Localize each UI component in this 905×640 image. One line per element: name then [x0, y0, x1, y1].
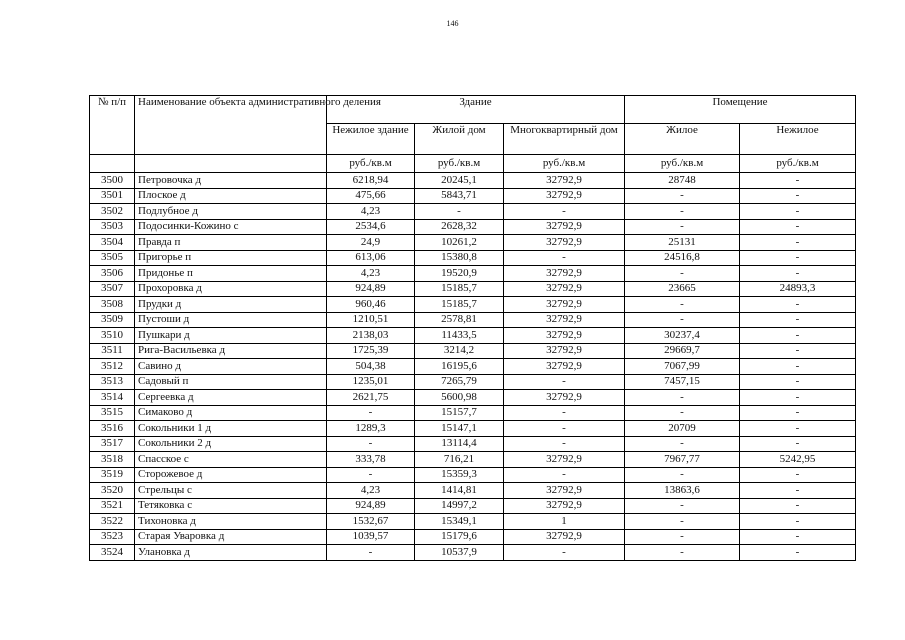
row-res-premises-price: 25131	[625, 235, 740, 251]
row-res-house-price: 5600,98	[415, 390, 504, 406]
row-res-premises-price: -	[625, 204, 740, 220]
price-table	[89, 95, 856, 561]
row-apartment-price: 32792,9	[504, 297, 625, 313]
row-nonres-building-price: 4,23	[327, 204, 415, 220]
table-row	[90, 343, 856, 359]
row-res-premises-price: -	[625, 545, 740, 561]
table-row	[90, 467, 856, 483]
row-nonres-building-price: 4,23	[327, 266, 415, 282]
row-nonres-premises-price: -	[740, 359, 856, 375]
row-name: Правда п	[135, 235, 327, 251]
row-name: Пустоши д	[135, 312, 327, 328]
row-number: 3524	[90, 545, 135, 561]
row-nonres-building-price: 1532,67	[327, 514, 415, 530]
row-nonres-premises-price: -	[740, 467, 856, 483]
header-apartment-house: Многоквартирный дом	[504, 124, 625, 155]
row-number: 3508	[90, 297, 135, 313]
table-row	[90, 173, 856, 189]
row-name: Симаково д	[135, 405, 327, 421]
row-number: 3502	[90, 204, 135, 220]
table-row	[90, 297, 856, 313]
row-res-premises-price: -	[625, 219, 740, 235]
row-res-house-price: 7265,79	[415, 374, 504, 390]
row-name: Рига-Васильевка д	[135, 343, 327, 359]
row-apartment-price: 1	[504, 514, 625, 530]
row-name: Стрельцы с	[135, 483, 327, 499]
table-row	[90, 390, 856, 406]
row-nonres-premises-price: -	[740, 328, 856, 344]
row-apartment-price: -	[504, 250, 625, 266]
row-res-house-price: 10537,9	[415, 545, 504, 561]
unit-label: руб./кв.м	[415, 155, 504, 173]
row-res-premises-price: -	[625, 390, 740, 406]
row-apartment-price: 32792,9	[504, 328, 625, 344]
row-res-house-price: 13114,4	[415, 436, 504, 452]
row-res-house-price: 15185,7	[415, 281, 504, 297]
row-number: 3518	[90, 452, 135, 468]
row-nonres-building-price: 333,78	[327, 452, 415, 468]
row-name: Прохоровка д	[135, 281, 327, 297]
row-apartment-price: -	[504, 405, 625, 421]
row-res-premises-price: -	[625, 498, 740, 514]
table-row	[90, 529, 856, 545]
table-row	[90, 219, 856, 235]
header-nonres-building: Нежилое здание	[327, 124, 415, 155]
row-nonres-building-price: 4,23	[327, 483, 415, 499]
table-row	[90, 188, 856, 204]
row-number: 3506	[90, 266, 135, 282]
row-nonres-premises-price: -	[740, 483, 856, 499]
row-number: 3516	[90, 421, 135, 437]
row-nonres-building-price: 504,38	[327, 359, 415, 375]
row-apartment-price: 32792,9	[504, 312, 625, 328]
row-res-house-price: 10261,2	[415, 235, 504, 251]
row-nonres-premises-price: -	[740, 235, 856, 251]
row-res-premises-price: -	[625, 188, 740, 204]
row-name: Подлубное д	[135, 204, 327, 220]
row-number: 3522	[90, 514, 135, 530]
table-body	[90, 173, 856, 561]
row-res-premises-price: 23665	[625, 281, 740, 297]
table-row	[90, 281, 856, 297]
row-res-house-price: 20245,1	[415, 173, 504, 189]
row-nonres-building-price: 1039,57	[327, 529, 415, 545]
row-number: 3515	[90, 405, 135, 421]
row-number: 3511	[90, 343, 135, 359]
row-number: 3504	[90, 235, 135, 251]
row-res-premises-price: -	[625, 436, 740, 452]
row-apartment-price: -	[504, 374, 625, 390]
row-nonres-premises-price: -	[740, 250, 856, 266]
row-apartment-price: 32792,9	[504, 235, 625, 251]
row-name: Петровочка д	[135, 173, 327, 189]
row-nonres-premises-price: -	[740, 312, 856, 328]
row-number: 3500	[90, 173, 135, 189]
header-group-premises: Помещение	[625, 96, 856, 124]
unit-label: руб./кв.м	[625, 155, 740, 173]
row-number: 3510	[90, 328, 135, 344]
row-res-house-price: 1414,81	[415, 483, 504, 499]
row-nonres-premises-price: -	[740, 266, 856, 282]
unit-label: руб./кв.м	[504, 155, 625, 173]
table-header	[90, 96, 856, 173]
row-res-premises-price: -	[625, 312, 740, 328]
row-number: 3512	[90, 359, 135, 375]
row-name: Тетяковка с	[135, 498, 327, 514]
row-res-house-price: 2628,32	[415, 219, 504, 235]
row-res-premises-price: 29669,7	[625, 343, 740, 359]
row-apartment-price: 32792,9	[504, 219, 625, 235]
row-res-house-price: 15380,8	[415, 250, 504, 266]
row-res-house-price: 15179,6	[415, 529, 504, 545]
row-res-house-price: 716,21	[415, 452, 504, 468]
table-row	[90, 359, 856, 375]
row-nonres-building-price: 1210,51	[327, 312, 415, 328]
row-name: Сокольники 2 д	[135, 436, 327, 452]
row-nonres-premises-price: -	[740, 498, 856, 514]
row-apartment-price: 32792,9	[504, 343, 625, 359]
row-number: 3514	[90, 390, 135, 406]
unit-label: руб./кв.м	[740, 155, 856, 173]
row-res-premises-price: -	[625, 529, 740, 545]
row-nonres-building-price: 2138,03	[327, 328, 415, 344]
row-nonres-premises-price: 24893,3	[740, 281, 856, 297]
row-number: 3507	[90, 281, 135, 297]
row-name: Тихоновка д	[135, 514, 327, 530]
table-row	[90, 545, 856, 561]
row-nonres-building-price: 6218,94	[327, 173, 415, 189]
row-res-premises-price: -	[625, 405, 740, 421]
row-res-house-price: 15157,7	[415, 405, 504, 421]
row-nonres-building-price: -	[327, 545, 415, 561]
row-res-premises-price: -	[625, 467, 740, 483]
row-nonres-premises-price: 5242,95	[740, 452, 856, 468]
row-res-premises-price: 20709	[625, 421, 740, 437]
row-name: Садовый п	[135, 374, 327, 390]
row-name: Пригорье п	[135, 250, 327, 266]
row-nonres-building-price: 24,9	[327, 235, 415, 251]
row-res-house-price: 2578,81	[415, 312, 504, 328]
row-apartment-price: 32792,9	[504, 266, 625, 282]
row-res-house-price: 11433,5	[415, 328, 504, 344]
row-nonres-premises-price: -	[740, 219, 856, 235]
row-apartment-price: 32792,9	[504, 529, 625, 545]
row-nonres-premises-price: -	[740, 529, 856, 545]
row-nonres-premises-price: -	[740, 545, 856, 561]
table-row	[90, 235, 856, 251]
row-res-premises-price: 28748	[625, 173, 740, 189]
row-name: Улановка д	[135, 545, 327, 561]
row-res-premises-price: 7067,99	[625, 359, 740, 375]
row-nonres-premises-price: -	[740, 204, 856, 220]
row-apartment-price: -	[504, 545, 625, 561]
row-apartment-price: 32792,9	[504, 390, 625, 406]
row-res-house-price: 16195,6	[415, 359, 504, 375]
row-nonres-building-price: -	[327, 405, 415, 421]
row-apartment-price: 32792,9	[504, 359, 625, 375]
unit-label: руб./кв.м	[327, 155, 415, 173]
row-nonres-building-price: 613,06	[327, 250, 415, 266]
row-number: 3523	[90, 529, 135, 545]
row-apartment-price: 32792,9	[504, 188, 625, 204]
header-name: Наименование объекта административного деления	[135, 96, 327, 155]
row-nonres-premises-price: -	[740, 173, 856, 189]
row-res-house-price: 15349,1	[415, 514, 504, 530]
row-res-house-price: 14997,2	[415, 498, 504, 514]
row-apartment-price: 32792,9	[504, 483, 625, 499]
table-row	[90, 374, 856, 390]
row-res-house-price: 5843,71	[415, 188, 504, 204]
row-nonres-building-price: 960,46	[327, 297, 415, 313]
row-number: 3503	[90, 219, 135, 235]
row-nonres-building-price: 2621,75	[327, 390, 415, 406]
row-nonres-premises-price: -	[740, 188, 856, 204]
header-res-house: Жилой дом	[415, 124, 504, 155]
row-nonres-building-price: 2534,6	[327, 219, 415, 235]
row-res-premises-price: 7457,15	[625, 374, 740, 390]
row-apartment-price: -	[504, 204, 625, 220]
row-res-premises-price: 30237,4	[625, 328, 740, 344]
row-apartment-price: 32792,9	[504, 452, 625, 468]
row-number: 3505	[90, 250, 135, 266]
row-name: Сокольники 1 д	[135, 421, 327, 437]
row-name: Сторожевое д	[135, 467, 327, 483]
header-group-building: Здание	[327, 96, 625, 124]
table-row	[90, 421, 856, 437]
row-apartment-price: -	[504, 467, 625, 483]
row-nonres-premises-price: -	[740, 405, 856, 421]
row-name: Савино д	[135, 359, 327, 375]
row-nonres-premises-price: -	[740, 436, 856, 452]
row-nonres-premises-price: -	[740, 421, 856, 437]
row-name: Придонье п	[135, 266, 327, 282]
row-res-house-price: 15147,1	[415, 421, 504, 437]
row-nonres-premises-price: -	[740, 343, 856, 359]
table-row	[90, 436, 856, 452]
table-row	[90, 452, 856, 468]
row-nonres-building-price: 924,89	[327, 281, 415, 297]
row-nonres-premises-price: -	[740, 297, 856, 313]
row-nonres-building-price: 1289,3	[327, 421, 415, 437]
header-nonres-premises: Нежилое	[740, 124, 856, 155]
row-res-house-price: -	[415, 204, 504, 220]
row-name: Спасское с	[135, 452, 327, 468]
row-nonres-building-price: 475,66	[327, 188, 415, 204]
row-number: 3521	[90, 498, 135, 514]
header-num: № п/п	[90, 96, 135, 155]
row-name: Подосинки-Кожино с	[135, 219, 327, 235]
row-res-premises-price: -	[625, 514, 740, 530]
header-blank-name	[135, 155, 327, 173]
table-row	[90, 483, 856, 499]
row-res-house-price: 15185,7	[415, 297, 504, 313]
row-nonres-building-price: -	[327, 436, 415, 452]
row-number: 3517	[90, 436, 135, 452]
row-name: Пушкари д	[135, 328, 327, 344]
row-apartment-price: -	[504, 421, 625, 437]
table-row	[90, 312, 856, 328]
row-number: 3520	[90, 483, 135, 499]
row-res-premises-price: 7967,77	[625, 452, 740, 468]
row-number: 3501	[90, 188, 135, 204]
row-res-house-price: 3214,2	[415, 343, 504, 359]
header-blank-num	[90, 155, 135, 173]
table-row	[90, 498, 856, 514]
row-nonres-building-price: 924,89	[327, 498, 415, 514]
row-name: Прудки д	[135, 297, 327, 313]
row-nonres-building-price: 1235,01	[327, 374, 415, 390]
row-nonres-building-price: 1725,39	[327, 343, 415, 359]
row-apartment-price: 32792,9	[504, 281, 625, 297]
row-apartment-price: 32792,9	[504, 173, 625, 189]
row-res-house-price: 15359,3	[415, 467, 504, 483]
row-number: 3509	[90, 312, 135, 328]
row-nonres-building-price: -	[327, 467, 415, 483]
row-name: Плоское д	[135, 188, 327, 204]
row-apartment-price: -	[504, 436, 625, 452]
row-number: 3519	[90, 467, 135, 483]
row-nonres-premises-price: -	[740, 390, 856, 406]
row-res-premises-price: -	[625, 297, 740, 313]
row-name: Сергеевка д	[135, 390, 327, 406]
row-res-premises-price: -	[625, 266, 740, 282]
table-row	[90, 405, 856, 421]
table-row	[90, 328, 856, 344]
row-apartment-price: 32792,9	[504, 498, 625, 514]
table-row	[90, 514, 856, 530]
row-nonres-premises-price: -	[740, 514, 856, 530]
table-row	[90, 204, 856, 220]
table-row	[90, 266, 856, 282]
row-number: 3513	[90, 374, 135, 390]
row-nonres-premises-price: -	[740, 374, 856, 390]
header-res-premises: Жилое	[625, 124, 740, 155]
table-row	[90, 250, 856, 266]
row-res-premises-price: 24516,8	[625, 250, 740, 266]
row-name: Старая Уваровка д	[135, 529, 327, 545]
row-res-house-price: 19520,9	[415, 266, 504, 282]
row-res-premises-price: 13863,6	[625, 483, 740, 499]
page-number: 146	[446, 19, 459, 28]
